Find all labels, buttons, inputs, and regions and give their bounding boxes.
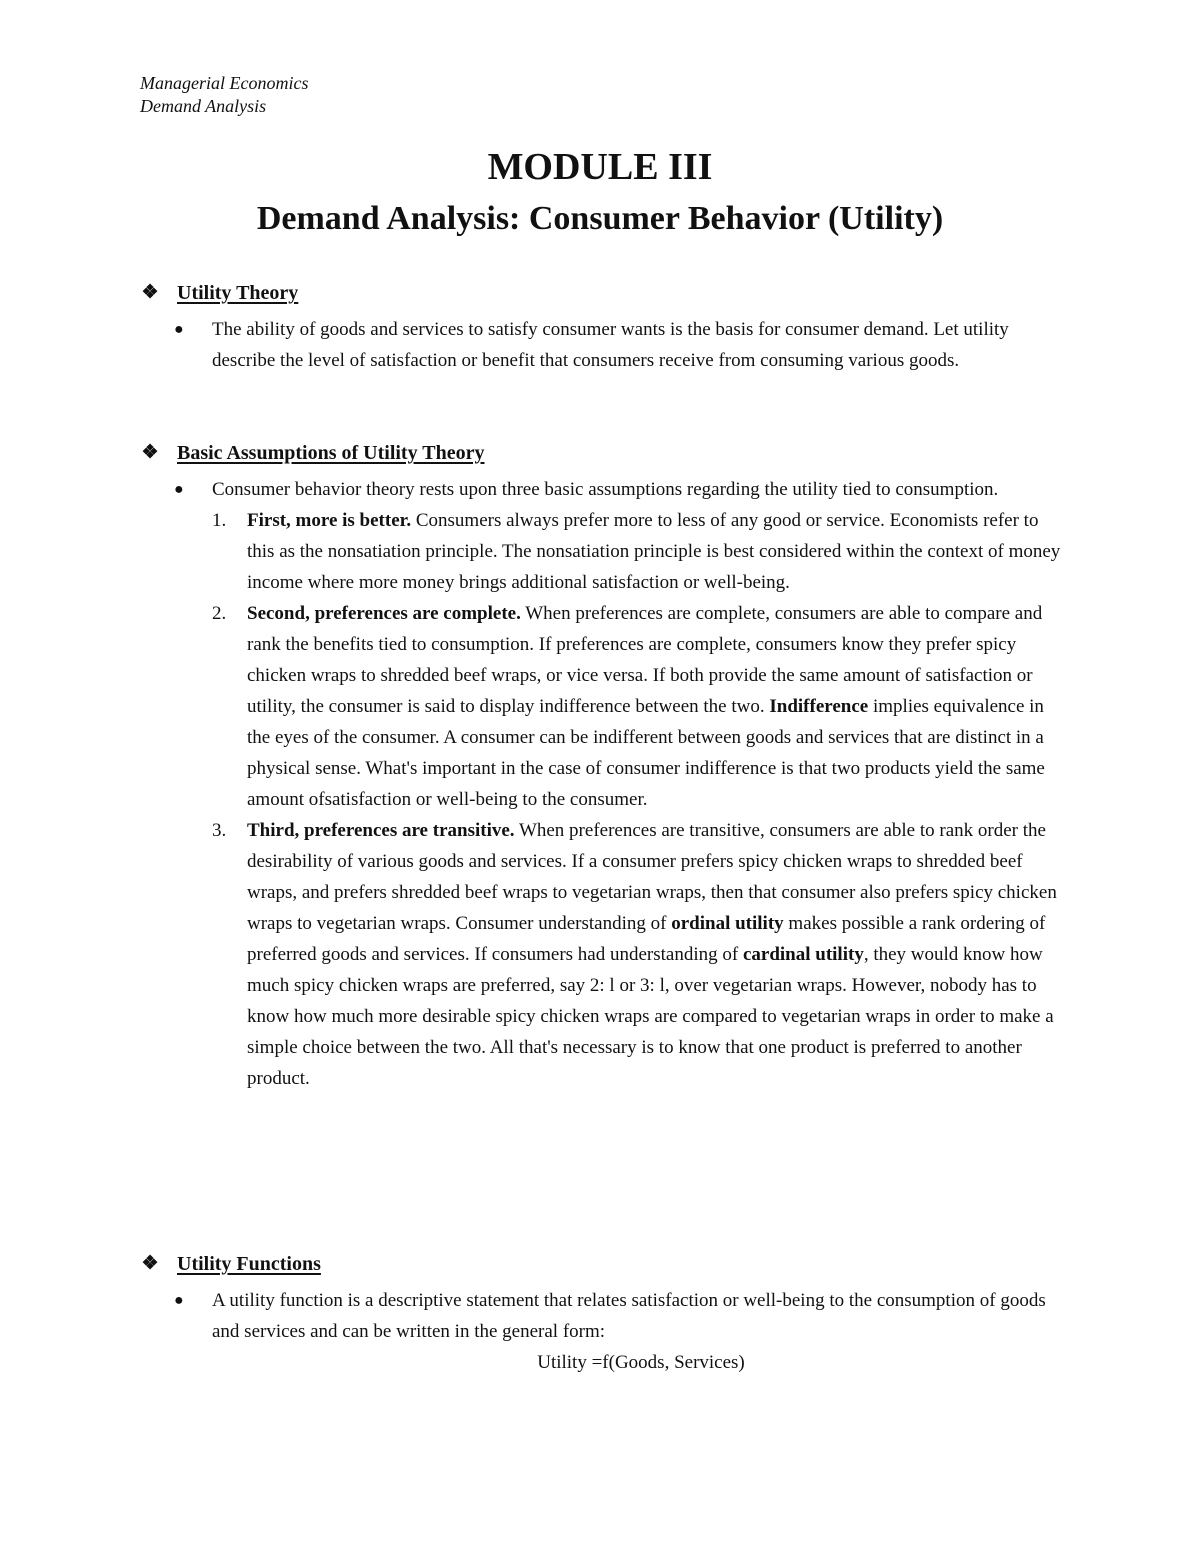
header-topic: Demand Analysis (140, 96, 267, 116)
bullet-item (140, 1285, 1070, 1347)
diamond-bullet-icon: ❖ (141, 1253, 159, 1274)
assumption-lead: Third, preferences are transitive. (247, 820, 515, 841)
diamond-bullet-icon: ❖ (141, 442, 159, 463)
list-number: 2. (212, 603, 227, 624)
term-cardinal-utility: cardinal utility (742, 944, 864, 965)
section-utility-functions (140, 1251, 1070, 1378)
diamond-bullet-icon: ❖ (141, 282, 159, 303)
assumption-text: makes possible a rank ordering of preferred goods and services. If consumers had understanding of (247, 913, 1046, 965)
assumption-text: Consumers always prefer more to less of any good or service. Economists refer to this as the nonsatiation principle. The nonsatiation principle is best considered within the context of money income where more money brings additional satisfaction or well-being. (247, 510, 1061, 593)
assumption-text: implies equivalence in the eyes of the consumer. A consumer can be indifferent between goods and services that are distinct in a physical sense. What's important in the case of consumer indifference is that two products yield the same amount ofsatisfaction or well-being to the consumer. (247, 696, 1045, 810)
bullet-text: Consumer behavior theory rests upon three basic assumptions regarding the utility tied to consumption. (212, 479, 999, 500)
bullet-item (140, 474, 1070, 505)
header-course: Managerial Economics (140, 73, 309, 93)
module-title: MODULE III (487, 146, 713, 188)
page-title: Demand Analysis: Consumer Behavior (Utility) (256, 200, 944, 237)
section-heading-text: Utility Theory (177, 282, 299, 304)
term-ordinal-utility: ordinal utility (671, 913, 784, 934)
section-utility-theory (140, 280, 1070, 376)
term-indifference: Indifference (769, 696, 869, 717)
bullet-text: The ability of goods and services to satisfy consumer wants is the basis for consumer demand. Let utility describe the level of satisfaction or benefit that consumers receive from consuming various goods. (212, 319, 1009, 371)
section-heading-text: Basic Assumptions of Utility Theory (177, 442, 485, 464)
list-item (212, 598, 1070, 815)
section-heading (140, 280, 1070, 306)
section-heading (140, 440, 1070, 466)
round-bullet-icon: ● (174, 481, 184, 498)
list-number: 3. (212, 820, 227, 841)
section-basic-assumptions (140, 440, 1070, 1094)
utility-equation: Utility =f(Goods, Services) (537, 1352, 745, 1373)
round-bullet-icon: ● (174, 321, 184, 338)
bullet-text: A utility function is a descriptive statement that relates satisfaction or well-being to the consumption of goods and services and can be written in the general form: (212, 1290, 1046, 1342)
assumption-text: , they would know how much spicy chicken wraps are preferred, say 2: l or 3: l, over vegetarian wraps. However, nobody has to know how much more desirable spicy chicken wraps are compared to vegetarian wraps in order to make a simple choice between the two. All that's necessary is to know that one product is preferred to another product. (247, 944, 1054, 1089)
round-bullet-icon: ● (174, 1292, 184, 1309)
title-block (0, 144, 1200, 242)
assumption-lead: First, more is better. (247, 510, 412, 531)
assumption-text: When preferences are complete, consumers are able to compare and rank the benefits tied to consumption. If preferences are complete, consumers know they prefer spicy chicken wraps to shredded beef wraps, or vice versa. If both provide the same amount of satisfaction or utility, the consumer is said to display indifference between the two. (247, 603, 1043, 717)
assumptions-list (140, 505, 1070, 1094)
assumption-lead: Second, preferences are complete. (247, 603, 521, 624)
bullet-item (140, 314, 1070, 376)
list-item (212, 815, 1070, 1094)
list-item (212, 505, 1070, 598)
list-number: 1. (212, 510, 227, 531)
running-header (140, 72, 308, 118)
assumption-text: When preferences are transitive, consumers are able to rank order the desirability of various goods and services. If a consumer prefers spicy chicken wraps to shredded beef wraps, and prefers shredded beef wraps to vegetarian wraps, then that consumer also prefers spicy chicken wraps to vegetarian wraps. Consumer understanding of (247, 820, 1057, 934)
section-heading-text: Utility Functions (177, 1253, 321, 1275)
section-heading (140, 1251, 1070, 1277)
